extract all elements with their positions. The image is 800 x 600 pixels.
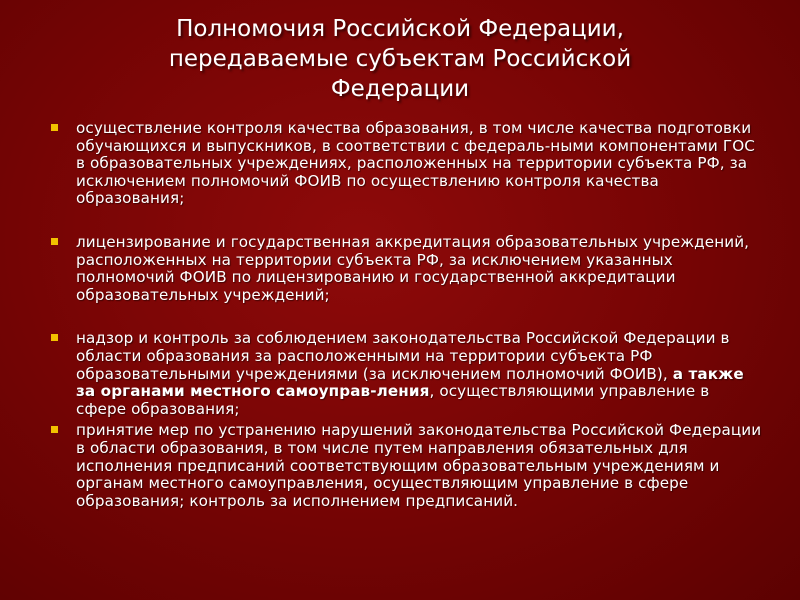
title-line: Федерации xyxy=(330,76,470,102)
slide-title xyxy=(40,14,760,104)
title-line: передаваемые субъектам Российской xyxy=(168,46,632,72)
list-item xyxy=(46,422,762,510)
item-text: надзор и контроль за соблюдением законодательства Российской Федерации в области образования за расположенными на территории субъекта РФ образовательными учреждениями (за исключением полномочий ФОИВ), xyxy=(76,329,730,383)
item-text: лицензирование и государственная аккредитация образовательных учреждений, расположенных на территории субъекта РФ, за исключением указанных полномочий ФОИВ по лицензированию и государственной аккредитации образовательных учреждений; xyxy=(76,232,750,304)
square-bullet-icon xyxy=(51,334,58,341)
item-text: осуществление контроля качества образования, в том числе качества подготовки обучающихся и выпускников, в соответствии с федераль-ными компонентами ГОС в образовательных учреждениях, расположенных на территории субъекта РФ, за исключением полномочий ФОИВ по осуществлению контроля качества образования; xyxy=(76,119,755,208)
item-text-emphasis: а также за органами местного самоуправ-ления xyxy=(76,364,744,401)
list-item xyxy=(46,120,762,208)
bullet-list xyxy=(46,120,762,510)
square-bullet-icon xyxy=(51,124,58,131)
square-bullet-icon xyxy=(51,238,58,245)
square-bullet-icon xyxy=(51,426,58,433)
title-line: Полномочия Российской Федерации, xyxy=(176,16,624,42)
item-text: принятие мер по устранению нарушений законодательства Российской Федерации в области образования, в том числе путем направления обязательных для исполнения предписаний соответствующим образовательным учреждениям и органам местного самоуправления, осуществляющим управление в сфере образования; контроль за исполнением предписаний. xyxy=(76,421,762,510)
item-text: , осуществляющими управление в сфере образования; xyxy=(76,382,710,418)
list-item xyxy=(46,234,762,304)
list-item xyxy=(46,330,762,418)
